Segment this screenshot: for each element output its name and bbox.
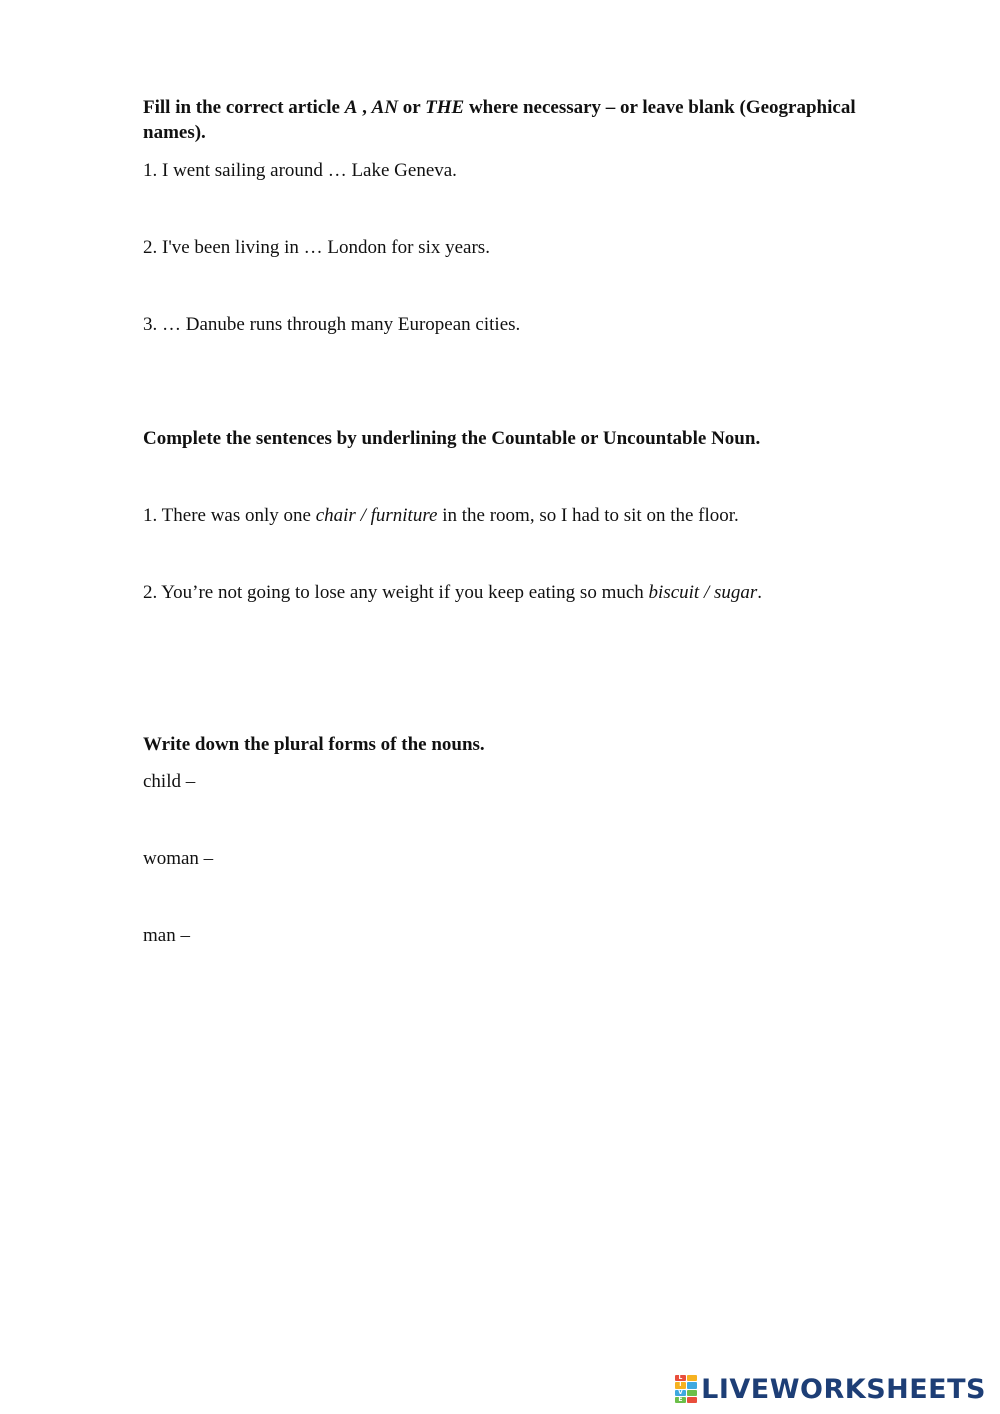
logo-badge-block — [687, 1375, 698, 1381]
articles-item-2: 2. I've been living in … London for six years. — [143, 237, 490, 258]
logo-badge-letter-e: E — [675, 1397, 686, 1403]
logo-text: LIVEWORKSHEETS — [701, 1373, 986, 1405]
plural-item-woman[interactable]: woman – — [143, 848, 214, 869]
logo-badge-letter-l: L — [675, 1375, 686, 1381]
nouns-item-1: 1. There was only one chair / furniture in the room, so I had to sit on the floor. — [143, 505, 739, 526]
liveworksheets-logo — [675, 1374, 986, 1404]
articles-heading: Fill in the correct article A , AN or THE where necessary – or leave blank (Geographical names). — [143, 97, 856, 143]
plural-item-man[interactable]: man – — [143, 925, 190, 946]
article-blank-3[interactable]: … — [162, 314, 181, 335]
logo-badge-letter-v: V — [675, 1390, 686, 1396]
logo-badge-icon — [675, 1375, 697, 1403]
noun-choice-1[interactable]: chair / furniture — [315, 505, 438, 526]
logo-badge-letter-i: I — [675, 1382, 686, 1388]
plural-item-child[interactable]: child – — [143, 771, 196, 792]
articles-item-3: 3. … Danube runs through many European cities. — [143, 314, 521, 335]
article-blank-1[interactable]: … — [327, 160, 347, 181]
nouns-item-2: 2. You’re not going to lose any weight if you keep eating so much biscuit / sugar. — [143, 582, 763, 603]
logo-badge-block — [687, 1382, 698, 1388]
articles-item-1: 1. I went sailing around … Lake Geneva. — [143, 160, 457, 181]
noun-choice-2[interactable]: biscuit / sugar — [648, 582, 758, 603]
plurals-heading: Write down the plural forms of the nouns. — [143, 734, 485, 755]
nouns-heading: Complete the sentences by underlining the Countable or Uncountable Noun. — [143, 428, 761, 449]
article-blank-2[interactable]: … — [303, 237, 323, 258]
logo-badge-block — [687, 1390, 698, 1396]
logo-badge-block — [687, 1397, 698, 1403]
